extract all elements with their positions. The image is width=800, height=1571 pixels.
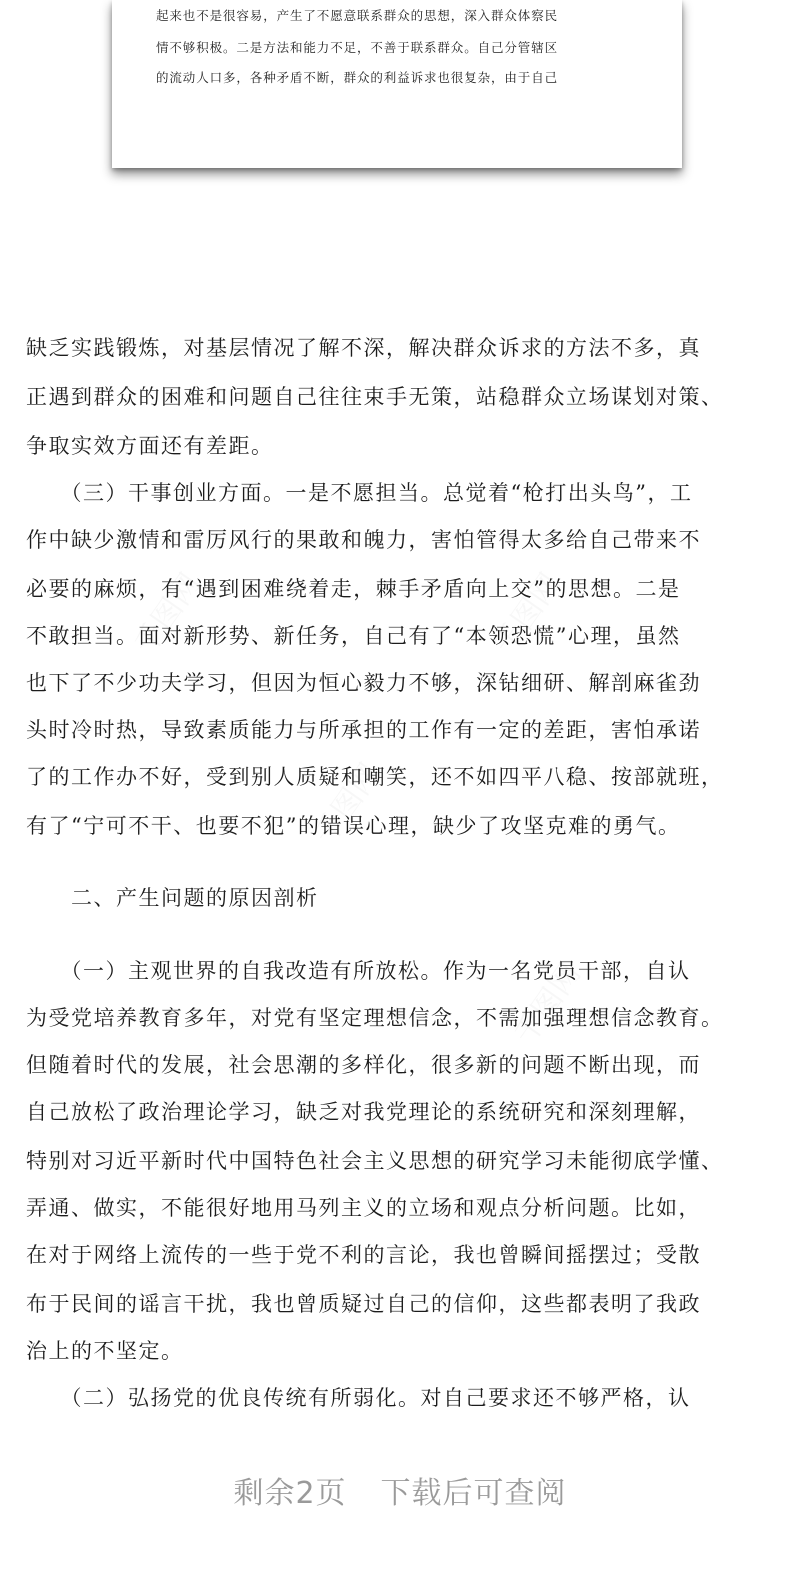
text-line: 必要的麻烦，有“遇到困难绕着走，棘手矛盾向上交”的思想。二是 (26, 577, 681, 601)
preview-line: 起来也不是很容易，产生了不愿意联系群众的思想，深入群众体察民 (156, 8, 559, 23)
preview-line: 情不够积极。二是方法和能力不足，不善于联系群众。自己分管辖区 (156, 40, 559, 55)
download-hint-label[interactable]: 下载后可查阅 (380, 1476, 567, 1511)
watermark: 千图网 (507, 957, 589, 1051)
text-line: 也下了不少功夫学习，但因为恒心毅力不够，深钻细研、解剖麻雀劲 (26, 671, 701, 695)
remaining-pages-label: 剩余2页 (233, 1476, 347, 1511)
text-line: 特别对习近平新时代中国特色社会主义思想的研究学习未能彻底学懂、 (26, 1149, 724, 1173)
text-line: （一）主观世界的自我改造有所放松。作为一名党员干部，自认 (26, 959, 691, 983)
section-heading: 二、产生问题的原因剖析 (26, 886, 319, 910)
text-line: 有了“宁可不干、也要不犯”的错误心理，缺少了攻坚克难的勇气。 (26, 814, 681, 838)
watermark: 千图网 (307, 757, 389, 851)
text-line: （三）干事创业方面。一是不愿担当。总觉着“枪打出头鸟”，工 (26, 481, 693, 505)
text-line: 为受党培养教育多年，对党有坚定理想信念，不需加强理想信念教育。 (26, 1006, 724, 1030)
preview-line: 的流动人口多，各种矛盾不断，群众的利益诉求也很复杂，由于自己 (156, 70, 559, 85)
text-line: 弄通、做实，不能很好地用马列主义的立场和观点分析问题。比如， (26, 1196, 701, 1220)
text-line: 在对于网络上流传的一些于党不利的言论，我也曾瞬间摇摆过；受散 (26, 1243, 701, 1267)
text-line: 争取实效方面还有差距。 (26, 434, 274, 458)
text-line: 自己放松了政治理论学习，缺乏对我党理论的系统研究和深刻理解， (26, 1100, 701, 1124)
preview-page-card (112, 0, 682, 168)
text-line: 不敢担当。面对新形势、新任务，自己有了“本领恐慌”心理，虽然 (26, 624, 681, 648)
text-line: 正遇到群众的困难和问题自己往往束手无策，站稳群众立场谋划对策、 (26, 385, 724, 409)
text-line: 治上的不坚定。 (26, 1339, 184, 1363)
watermark: 千图网 (487, 567, 569, 661)
text-line: 缺乏实践锻炼，对基层情况了解不深，解决群众诉求的方法不多，真 (26, 336, 701, 360)
text-line: 头时冷时热，导致素质能力与所承担的工作有一定的差距，害怕承诺 (26, 718, 701, 742)
text-line: 了的工作办不好，受到别人质疑和嘲笑，还不如四平八稳、按部就班， (26, 765, 724, 789)
remaining-pages-notice[interactable] (0, 1468, 800, 1512)
text-line: 布于民间的谣言干扰，我也曾质疑过自己的信仰，这些都表明了我政 (26, 1292, 701, 1316)
watermark: 千图网 (127, 567, 209, 661)
text-line: 作中缺少激情和雷厉风行的果敢和魄力，害怕管得太多给自己带来不 (26, 528, 701, 552)
text-line: （二）弘扬党的优良传统有所弱化。对自己要求还不够严格，认 (26, 1386, 691, 1410)
text-line: 但随着时代的发展，社会思潮的多样化，很多新的问题不断出现，而 (26, 1053, 701, 1077)
